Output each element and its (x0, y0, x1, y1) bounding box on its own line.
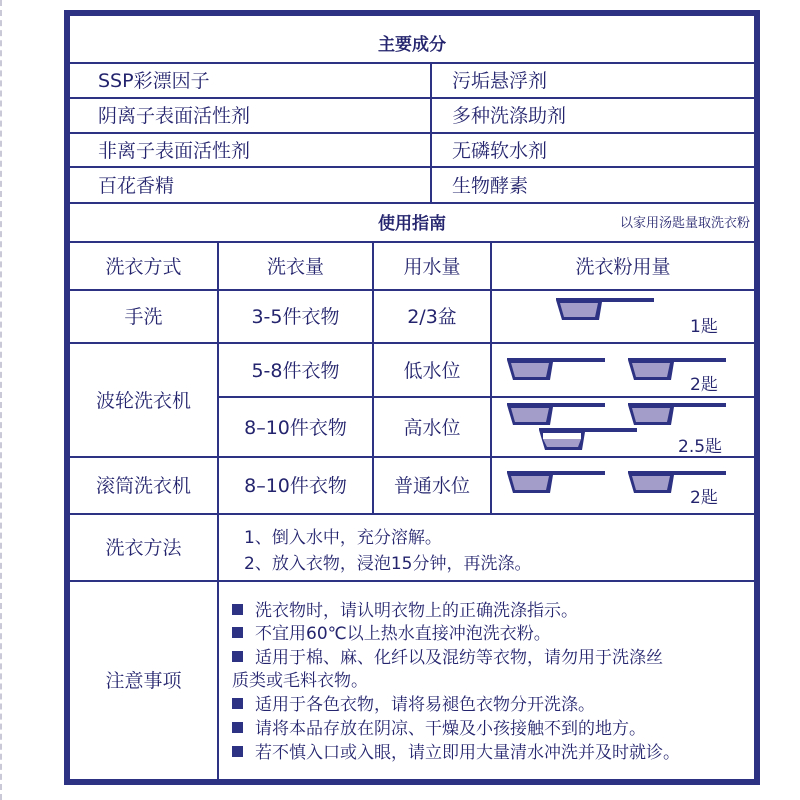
spoon-icon (505, 468, 609, 498)
spoon-icon (626, 400, 730, 430)
column-header: 洗衣粉用量 (575, 255, 671, 278)
spoon-count: 2匙 (690, 375, 718, 395)
usage-note: 以家用汤匙量取洗衣粉 (619, 216, 750, 231)
spoon-icon (554, 295, 658, 325)
column-header: 洗衣方式 (105, 255, 182, 278)
precaution-item: 适用于棉、麻、化纤以及混纺等衣物，请勿用于洗涤丝 (232, 643, 663, 668)
wash-method: 滚筒洗衣机 (95, 475, 191, 497)
spoon-icon (626, 355, 730, 385)
spoon-count: 2.5匙 (678, 437, 723, 457)
precaution-item-continued: 质类或毛料衣物。 (232, 671, 368, 691)
ingredients-title: 主要成分 (378, 34, 446, 55)
wash-step: 1、倒入水中，充分溶解。 (244, 528, 442, 548)
bullet-square-icon (232, 627, 243, 638)
spoon-count: 2匙 (690, 488, 718, 508)
ingredient-item: SSP彩漂因子 (98, 70, 210, 92)
ingredient-item: 生物酵素 (452, 174, 529, 197)
spoon-icon (626, 468, 730, 498)
water-amount: 普通水位 (393, 475, 470, 497)
wash-steps-label: 洗衣方法 (105, 537, 182, 559)
usage-title: 使用指南 (378, 214, 446, 234)
ingredient-item: 无磷软水剂 (452, 139, 548, 162)
wash-method: 波轮洗衣机 (95, 389, 191, 412)
precaution-item: 适用于各色衣物，请将易褪色衣物分开洗涤。 (232, 690, 595, 715)
precaution-item: 不宜用60℃以上热水直接冲泡洗衣粉。 (232, 619, 551, 644)
laundry-amount: 3-5件衣物 (251, 306, 340, 328)
water-amount: 高水位 (403, 416, 461, 439)
ingredient-item: 非离子表面活性剂 (98, 139, 251, 162)
laundry-amount: 8–10件衣物 (244, 475, 347, 497)
laundry-amount: 8–10件衣物 (244, 416, 347, 439)
laundry-amount: 5-8件衣物 (251, 359, 340, 382)
wash-step: 2、放入衣物，浸泡15分钟，再洗涤。 (244, 554, 532, 574)
spoon-count: 1匙 (690, 317, 718, 337)
ingredient-item: 百花香精 (98, 174, 175, 197)
bullet-square-icon (232, 746, 243, 757)
wash-method: 手洗 (124, 306, 163, 328)
bullet-square-icon (232, 604, 243, 615)
column-header: 用水量 (403, 255, 461, 278)
ingredient-item: 多种洗涤助剂 (452, 105, 567, 127)
precaution-item: 请将本品存放在阴凉、干燥及小孩接触不到的地方。 (232, 714, 646, 739)
bullet-square-icon (232, 698, 243, 709)
water-amount: 低水位 (403, 359, 461, 382)
precaution-item: 若不慎入口或入眼，请立即用大量清水冲洗并及时就诊。 (232, 738, 680, 763)
bullet-square-icon (232, 651, 243, 662)
precautions-label: 注意事项 (105, 670, 182, 692)
water-amount: 2/3盆 (407, 306, 457, 328)
spoon-icon (505, 355, 609, 385)
ingredient-item: 阴离子表面活性剂 (98, 105, 251, 127)
column-header: 洗衣量 (266, 255, 324, 278)
perforation-line (0, 0, 40, 800)
bullet-square-icon (232, 722, 243, 733)
ingredient-item: 污垢悬浮剂 (452, 70, 548, 92)
half-spoon-icon (537, 425, 641, 455)
precaution-item: 洗衣物时，请认明衣物上的正确洗涤指示。 (232, 596, 578, 621)
